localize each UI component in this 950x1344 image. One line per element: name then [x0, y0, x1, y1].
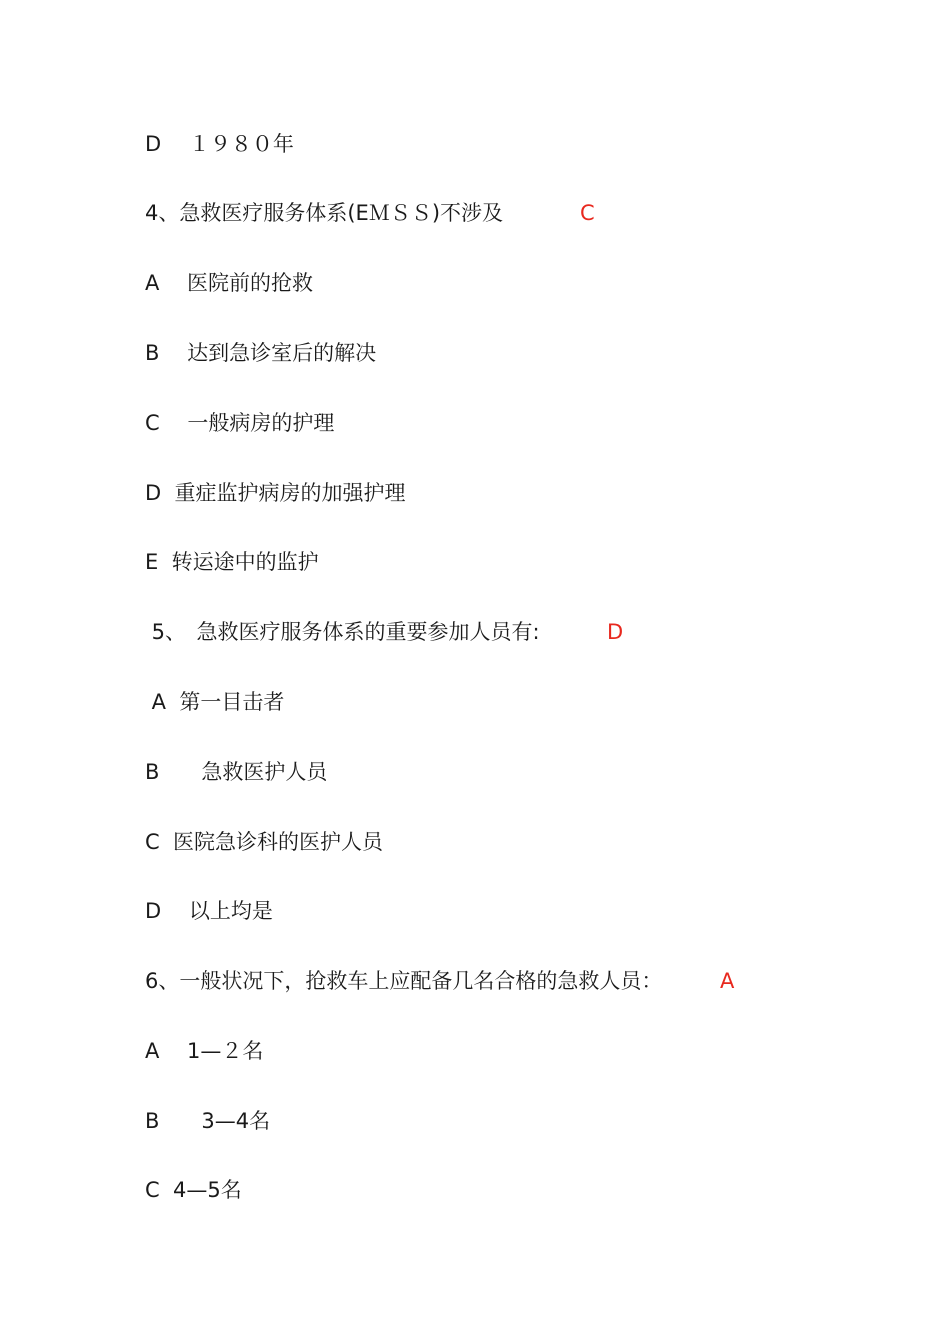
option-line: C 医院急诊科的医护人员 — [145, 830, 384, 854]
question-line: 5、 急救医疗服务体系的重要参加人员有: — [145, 620, 540, 644]
question-line: 4、急救医疗服务体系(EＭＳＳ)不涉及 — [145, 201, 504, 225]
question-line: 6、一般状况下，抢救车上应配备几名合格的急救人员： — [145, 969, 663, 993]
option-line: B 急救医护人员 — [145, 760, 328, 784]
option-line: D １９８０年 — [145, 132, 294, 156]
answer-mark: D — [607, 620, 624, 644]
option-line: A 1—２名 — [145, 1039, 264, 1063]
option-line: B 3—4名 — [145, 1109, 271, 1133]
option-line: B 达到急诊室后的解决 — [145, 341, 377, 365]
answer-mark: A — [720, 969, 735, 993]
option-line: C 一般病房的护理 — [145, 411, 335, 435]
option-line: D 重症监护病房的加强护理 — [145, 481, 406, 505]
option-line: A 医院前的抢救 — [145, 271, 314, 295]
option-line: A 第一目击者 — [145, 690, 285, 714]
option-line: C 4—5名 — [145, 1178, 242, 1202]
answer-mark: C — [580, 201, 595, 225]
option-line: E 转运途中的监护 — [145, 550, 319, 574]
option-line: D 以上均是 — [145, 899, 273, 923]
